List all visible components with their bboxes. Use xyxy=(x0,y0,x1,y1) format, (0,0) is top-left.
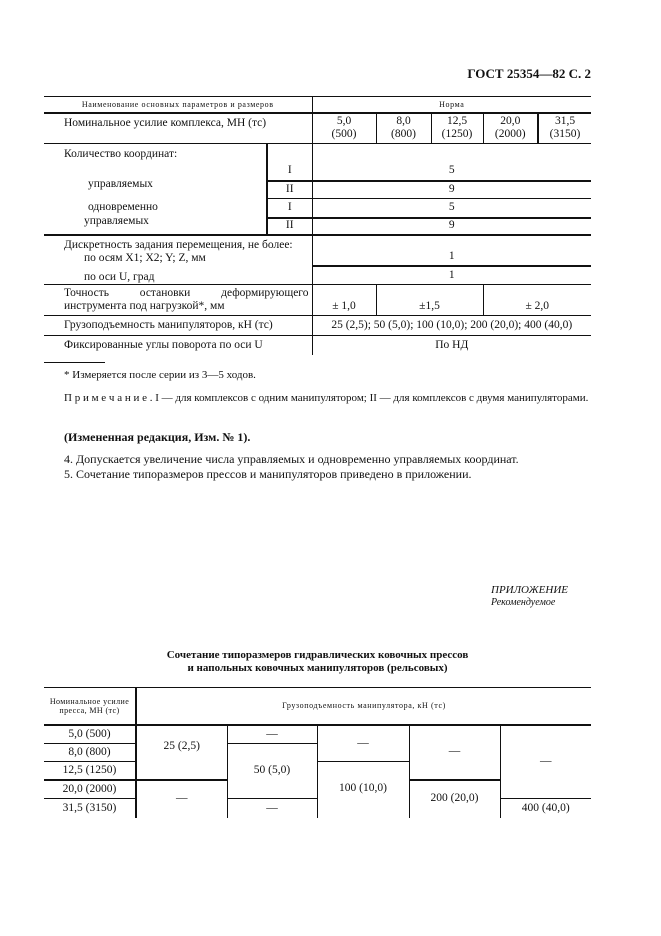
capacity-200: 200 (20,0) xyxy=(409,780,500,818)
table2-title xyxy=(44,649,591,675)
discr-u: по оси U, град xyxy=(84,270,155,283)
coord-label-cell xyxy=(44,144,267,235)
force-value-tc: (1250) xyxy=(441,128,473,141)
capacity-label: Грузоподъемность манипуляторов, кН (тс) xyxy=(64,319,273,332)
press-value: 20,0 (2000) xyxy=(62,782,117,795)
parameters-table xyxy=(44,96,591,355)
force-value-tc: (3150) xyxy=(549,128,581,141)
force-cell xyxy=(483,113,538,144)
force-value-tc: (500) xyxy=(331,128,357,141)
discr-axes: по осям X1; X2; Y; Z, мм xyxy=(84,251,206,264)
dash-cell: — xyxy=(317,725,409,762)
force-value-tc: (2000) xyxy=(494,128,526,141)
coord-value: 9 xyxy=(312,181,591,199)
force-cell xyxy=(376,113,431,144)
col-header-name: Наименование основных параметров и размеров xyxy=(81,99,274,109)
angles-value: По НД xyxy=(312,336,591,355)
force-cell xyxy=(431,113,483,144)
roman-ii: II xyxy=(267,218,312,235)
doc-reference: ГОСТ 25354—82 С. 2 xyxy=(467,66,591,81)
accuracy-value: ±1,5 xyxy=(376,285,483,316)
coord-label: Количество координат: xyxy=(64,148,178,160)
note: П р и м е ч а н и е . I — для комплексов с одним манипулятором; II — для комплексов с двумя манипуляторами. xyxy=(64,392,589,404)
simul-label-2: управляемых xyxy=(84,214,149,227)
appendix-subtitle: Рекомендуемое xyxy=(491,597,556,608)
accuracy-value: ± 2,0 xyxy=(483,285,591,316)
force-value: 12,5 xyxy=(446,115,468,128)
force-value: 31,5 xyxy=(554,115,576,128)
press-value: 31,5 (3150) xyxy=(62,801,117,814)
table2-title-line: Сочетание типоразмеров гидравлических ковочных прессов xyxy=(166,649,469,661)
force-label: Номинальное усилие комплекса, МН (тс) xyxy=(64,116,267,129)
appendix-title: ПРИЛОЖЕНИЕ xyxy=(491,584,568,596)
dash-cell: — xyxy=(227,725,317,744)
controlled-label: управляемых xyxy=(88,178,153,191)
table2-title-line: и напольных ковочных манипуляторов (рельсовых) xyxy=(187,662,448,674)
force-value-tc: (800) xyxy=(391,128,416,141)
coord-value: 5 xyxy=(312,199,591,218)
combination-table xyxy=(44,687,591,818)
discr-value: 1 xyxy=(312,266,591,285)
dash-cell: — xyxy=(227,799,317,818)
footnote: * Измеряется после серии из 3—5 ходов. xyxy=(64,369,256,381)
press-value: 8,0 (800) xyxy=(68,745,111,758)
item-5: 5. Сочетание типоразмеров прессов и манипуляторов приведено в приложении. xyxy=(64,467,472,481)
simul-label-1: одновременно xyxy=(88,201,158,214)
coord-value: 5 xyxy=(312,144,591,181)
accuracy-label: Точность остановки деформирующего инструмента под нагрузкой*, мм xyxy=(64,286,309,313)
dash-cell: — xyxy=(500,725,591,799)
roman-i: I xyxy=(267,199,312,218)
capacity-100: 100 (10,0) xyxy=(317,762,409,818)
col-header-norm: Норма xyxy=(312,97,591,113)
force-value: 8,0 xyxy=(396,115,411,128)
force-value: 20,0 xyxy=(500,115,521,128)
force-cell xyxy=(312,113,376,144)
accuracy-value: ± 1,0 xyxy=(312,285,376,316)
footnote-divider xyxy=(44,362,105,363)
press-value: 12,5 (1250) xyxy=(62,763,117,776)
discr-cell xyxy=(44,235,312,285)
force-value: 5,0 xyxy=(336,115,352,128)
coord-value: 9 xyxy=(312,218,591,235)
capacity-50: 50 (5,0) xyxy=(227,744,317,799)
dash-cell: — xyxy=(136,780,227,818)
capacity-25: 25 (2,5) xyxy=(136,725,227,780)
discr-label: Дискретность задания перемещения, не более: xyxy=(64,238,293,251)
revision-note: (Измененная редакция, Изм. № 1). xyxy=(64,430,251,444)
roman-i: I xyxy=(267,144,312,181)
force-cell xyxy=(538,113,591,144)
discr-value: 1 xyxy=(312,235,591,266)
capacity-400: 400 (40,0) xyxy=(500,799,591,818)
dash-cell: — xyxy=(409,725,500,780)
angles-label: Фиксированные углы поворота по оси U xyxy=(64,338,263,351)
capacity-value: 25 (2,5); 50 (5,0); 100 (10,0); 200 (20,0); 400 (40,0) xyxy=(312,316,591,336)
col-header-press: Номинальное усилие пресса, МН (тс) xyxy=(49,696,130,715)
press-value: 5,0 (500) xyxy=(68,727,111,740)
col-header-capacity: Грузоподъемность манипулятора, кН (тс) xyxy=(136,688,591,725)
roman-ii: II xyxy=(267,181,312,199)
item-4: 4. Допускается увеличение числа управляемых и одновременно управляемых координат. xyxy=(64,452,519,466)
